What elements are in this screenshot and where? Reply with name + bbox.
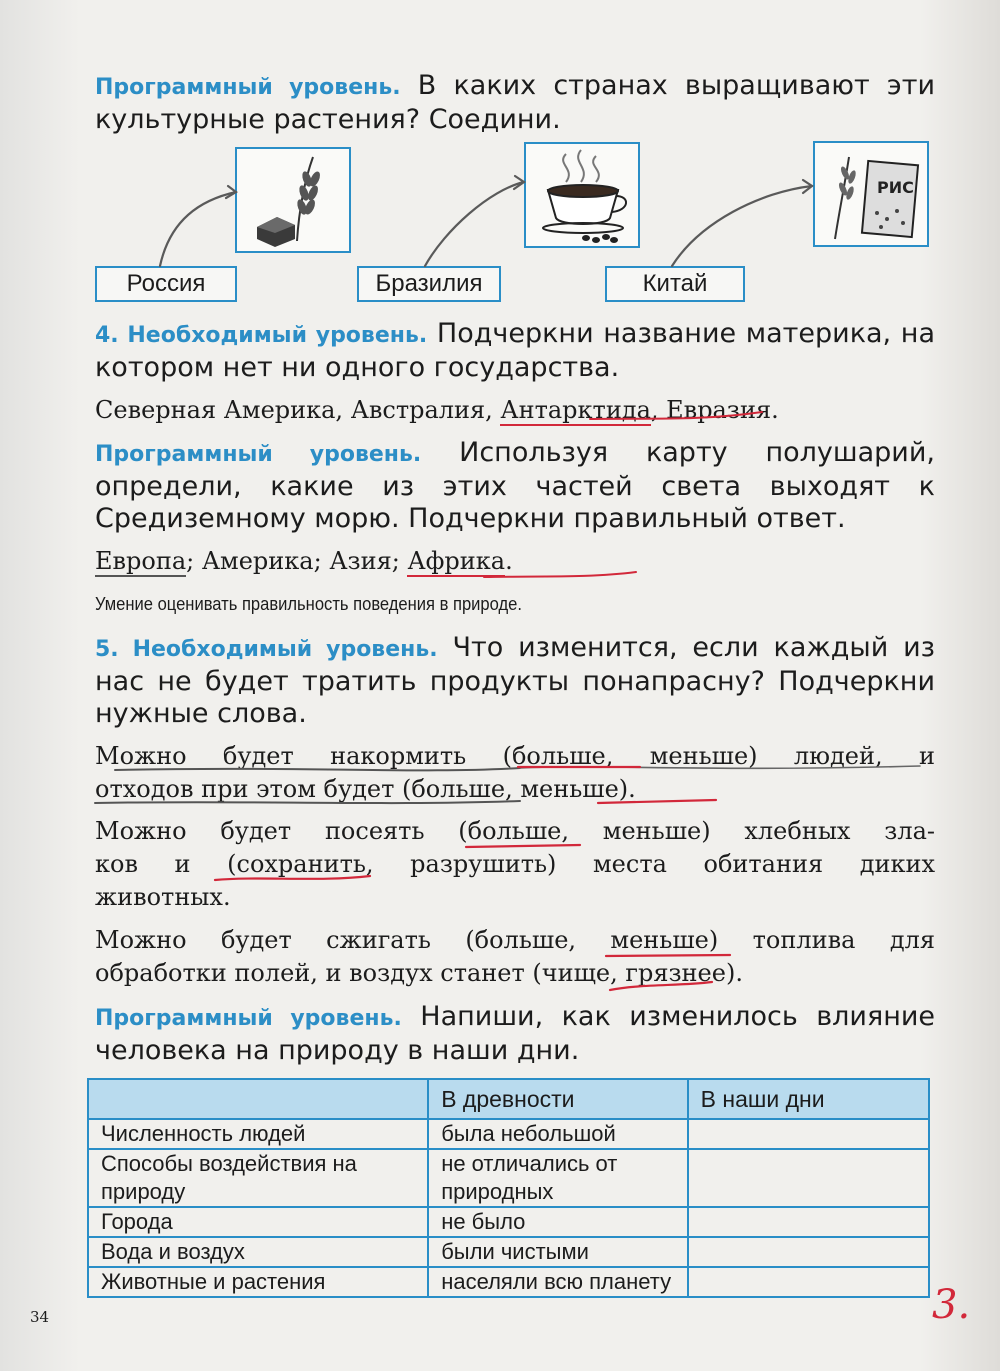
country-china[interactable]: Китай <box>605 266 745 302</box>
table-input-cell[interactable] <box>688 1237 929 1267</box>
table-cell: была небольшой <box>428 1119 687 1149</box>
level-label: Программный уровень. <box>95 75 401 100</box>
table-input-cell[interactable] <box>688 1119 929 1149</box>
table-cell: не было <box>428 1207 687 1237</box>
table-cell: населяли всю планету <box>428 1267 687 1297</box>
task5-question <box>95 632 935 730</box>
option-text: , Евразия. <box>650 396 779 424</box>
table-cell: Города <box>88 1207 428 1237</box>
rice-pack-icon[interactable] <box>813 141 929 247</box>
table-row <box>88 1207 929 1237</box>
task4b-options: Европа; Америка; Азия; Африка. <box>95 547 513 575</box>
table-cell: были чистыми <box>428 1237 687 1267</box>
table-header-row <box>88 1079 929 1119</box>
table-row <box>88 1149 929 1207</box>
table-cell: не отличались от природных <box>428 1149 687 1207</box>
level-label: Программный уровень. <box>95 442 422 467</box>
option-europe[interactable]: Европа <box>95 547 187 575</box>
table-cell: Способы воздействия на природу <box>88 1149 428 1207</box>
task-text: Используя карту полушарий, определи, какие из этих частей света выходят к Средиземному морю. Подчеркни правильный ответ. <box>95 437 935 534</box>
task-text: Что изменится, если каждый из нас не будет тратить продукты понапрасну? Подчеркни нужные слова. <box>95 632 935 729</box>
table-row <box>88 1237 929 1267</box>
task5-p2-line3: животных. <box>95 883 231 911</box>
table-header <box>88 1079 428 1119</box>
table-cell: Численность людей <box>88 1119 428 1149</box>
skill-note: Умение оценивать правильность поведения в природе. <box>95 594 522 614</box>
answer-antarctica[interactable]: Антарктида <box>500 396 651 424</box>
task5-p2-line2: ков и (сохранить, разрушить) места обитания диких <box>95 850 935 878</box>
level-label: Программный уровень. <box>95 1006 402 1031</box>
table-cell: Животные и растения <box>88 1267 428 1297</box>
country-russia[interactable]: Россия <box>95 266 237 302</box>
option-america[interactable]: Америка <box>201 547 314 575</box>
svg-text:РИС: РИС <box>877 178 914 197</box>
coffee-cup-icon[interactable] <box>524 142 640 248</box>
task4-program-question <box>95 437 935 535</box>
influence-table <box>87 1078 930 1298</box>
country-brazil[interactable]: Бразилия <box>357 266 501 302</box>
task4-question <box>95 318 935 384</box>
task5-p3-line1: Можно будет сжигать (больше, меньше) топлива для <box>95 926 935 954</box>
table-cell: Вода и воздух <box>88 1237 428 1267</box>
level-label: 4. Необходимый уровень. <box>95 323 428 348</box>
table-header: В древности <box>428 1079 687 1119</box>
option-africa[interactable]: Африка <box>407 547 506 575</box>
table-input-cell[interactable] <box>688 1207 929 1237</box>
wheat-bread-icon[interactable] <box>235 147 351 253</box>
task3-program-question <box>95 70 935 136</box>
task5-program-question <box>95 1001 935 1067</box>
task5-p3-line2: обработки полей, и воздух станет (чище, грязнее). <box>95 959 743 987</box>
option-text: Северная Америка, Австралия, <box>95 396 493 424</box>
page-number: 34 <box>30 1308 50 1326</box>
task5-p1-line2: отходов при этом будет (больше, меньше). <box>95 775 636 803</box>
handwritten-grade: 3. <box>932 1282 971 1328</box>
task-text: В каких странах выращивают эти культурные растения? Соедини. <box>95 70 935 135</box>
option-asia[interactable]: Азия <box>329 547 392 575</box>
task5-p1-line1: Можно будет накормить (больше, меньше) людей, и <box>95 742 935 770</box>
level-label: 5. Необходимый уровень. <box>95 637 438 662</box>
task-text: Напиши, как изменилось влияние человека на природу в наши дни. <box>95 1001 936 1066</box>
table-row <box>88 1119 929 1149</box>
table-header: В наши дни <box>688 1079 929 1119</box>
task5-p2-line1: Можно будет посеять (больше, меньше) хлебных зла- <box>95 817 935 845</box>
table-input-cell[interactable] <box>688 1149 929 1207</box>
task4-options <box>95 394 935 427</box>
table-input-cell[interactable] <box>688 1267 929 1297</box>
task-text: Подчеркни название материка, на котором нет ни одного государства. <box>95 318 935 383</box>
table-row <box>88 1267 929 1297</box>
